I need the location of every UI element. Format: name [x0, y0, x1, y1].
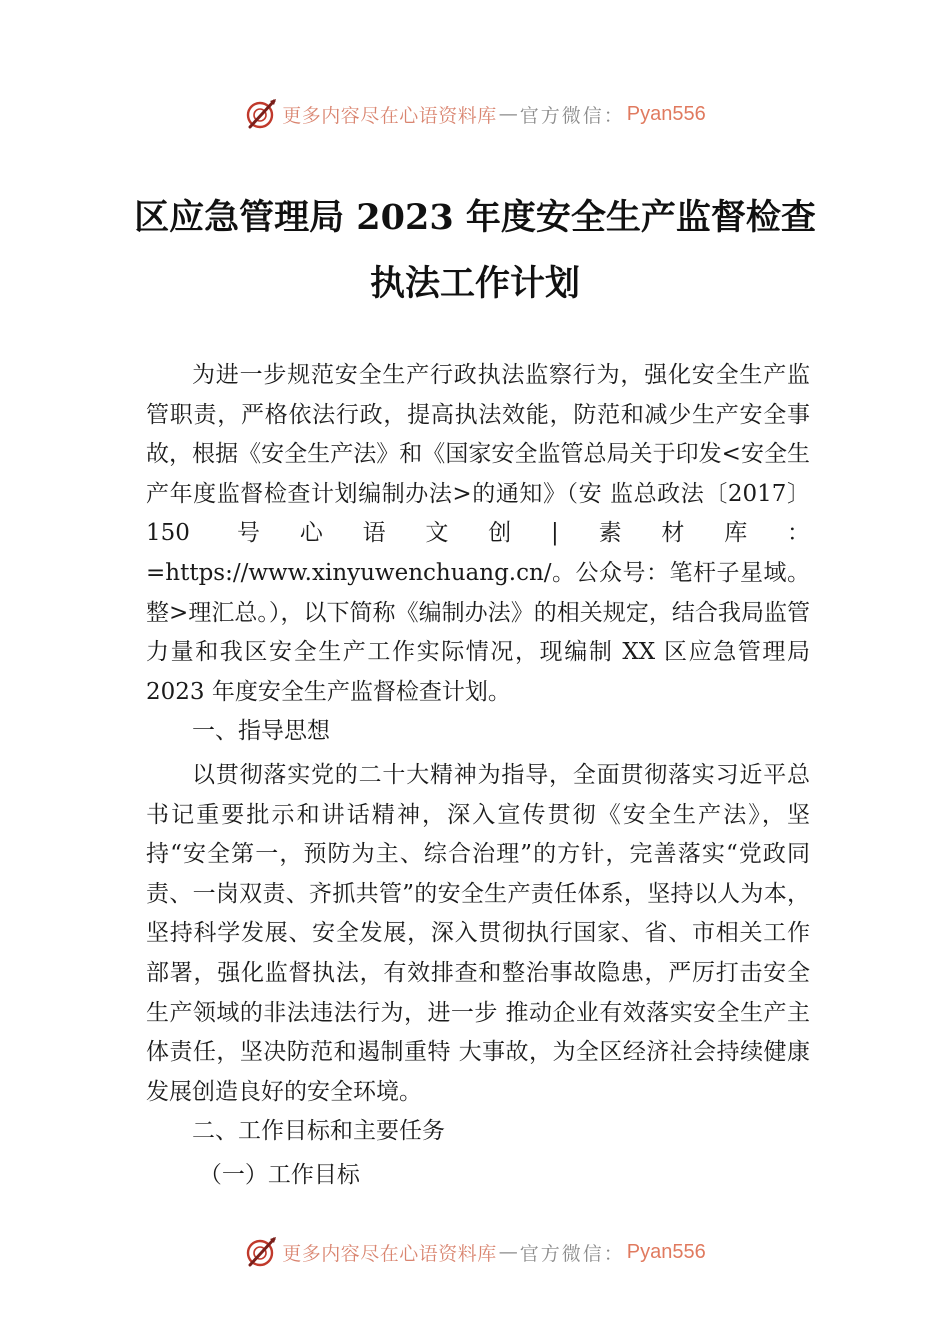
brush-pen-logo-icon — [244, 97, 278, 131]
subsection-heading-work-goals: （一）工作目标 — [198, 1161, 360, 1188]
banner-text: 更多内容尽在心语资料库 — [282, 104, 497, 127]
banner-wechat-label: 官方微信： — [519, 1242, 625, 1265]
banner-wechat-id: Pyan556 — [626, 1240, 706, 1263]
banner-wechat-label: 官方微信： — [519, 104, 625, 127]
document-title-line-1: 区应急管理局 2023 年度安全生产监督检查 — [134, 197, 816, 238]
banner-separator: — — [498, 103, 518, 125]
document-title-line-2: 执法工作计划 — [369, 263, 580, 304]
header-banner — [0, 94, 950, 134]
section-heading-guiding-thought: 一、指导思想 — [192, 718, 330, 745]
banner-text: 更多内容尽在心语资料库 — [282, 1242, 497, 1265]
banner-wechat-id: Pyan556 — [626, 102, 706, 125]
banner-separator: — — [498, 1241, 518, 1263]
section-heading-goals-tasks: 二、工作目标和主要任务 — [192, 1118, 445, 1145]
document-body — [146, 356, 810, 1195]
footer-banner — [0, 1232, 950, 1272]
brush-pen-logo-icon — [244, 1235, 278, 1269]
body-paragraph-guiding-thought: 以贯彻落实党的二十大精神为指导，全面贯彻落实习近平总书记重要批示和讲话精神，深入宣传贯彻《安全生产法》，坚持“安全第一，预防为主、综合治理”的方针，完善落实“党政同责、一岗双责、齐抓共管”的安全生产责任体系，坚持以人为本，坚持科学发展、安全发展，深入贯彻执行国家、省、市相关工作部署，强化监督执法，有效排查和整治事故隐患，严厉打击安全生产领域的非法违法行为，进一步 推动企业有效落实安全生产主体责任，坚决防范和遏制重特 大事故，为全区经济社会持续健康发展创造良好的安全环境。 — [146, 761, 810, 1105]
body-paragraph-intro: 为进一步规范安全生产行政执法监察行为，强化安全生产监管职责，严格依法行政，提高执法效能，防范和减少生产安全事故，根据《安全生产法》和《国家安全监管总局关于印发<安全生产年度监督检查计划编制办法>的通知》（安 监总政法〔2017〕150 号心语文创|素材库：=https://www.xinyuwenchuang.cn/。公众号：笔杆子星域。整>理汇总。），以下简称《编制办法》的相关规定，结合我局监管力量和我区安全生产工作实际情况，现编制 XX 区应急管理局 2023 年度安全生产监督检查计划。 — [146, 362, 810, 705]
